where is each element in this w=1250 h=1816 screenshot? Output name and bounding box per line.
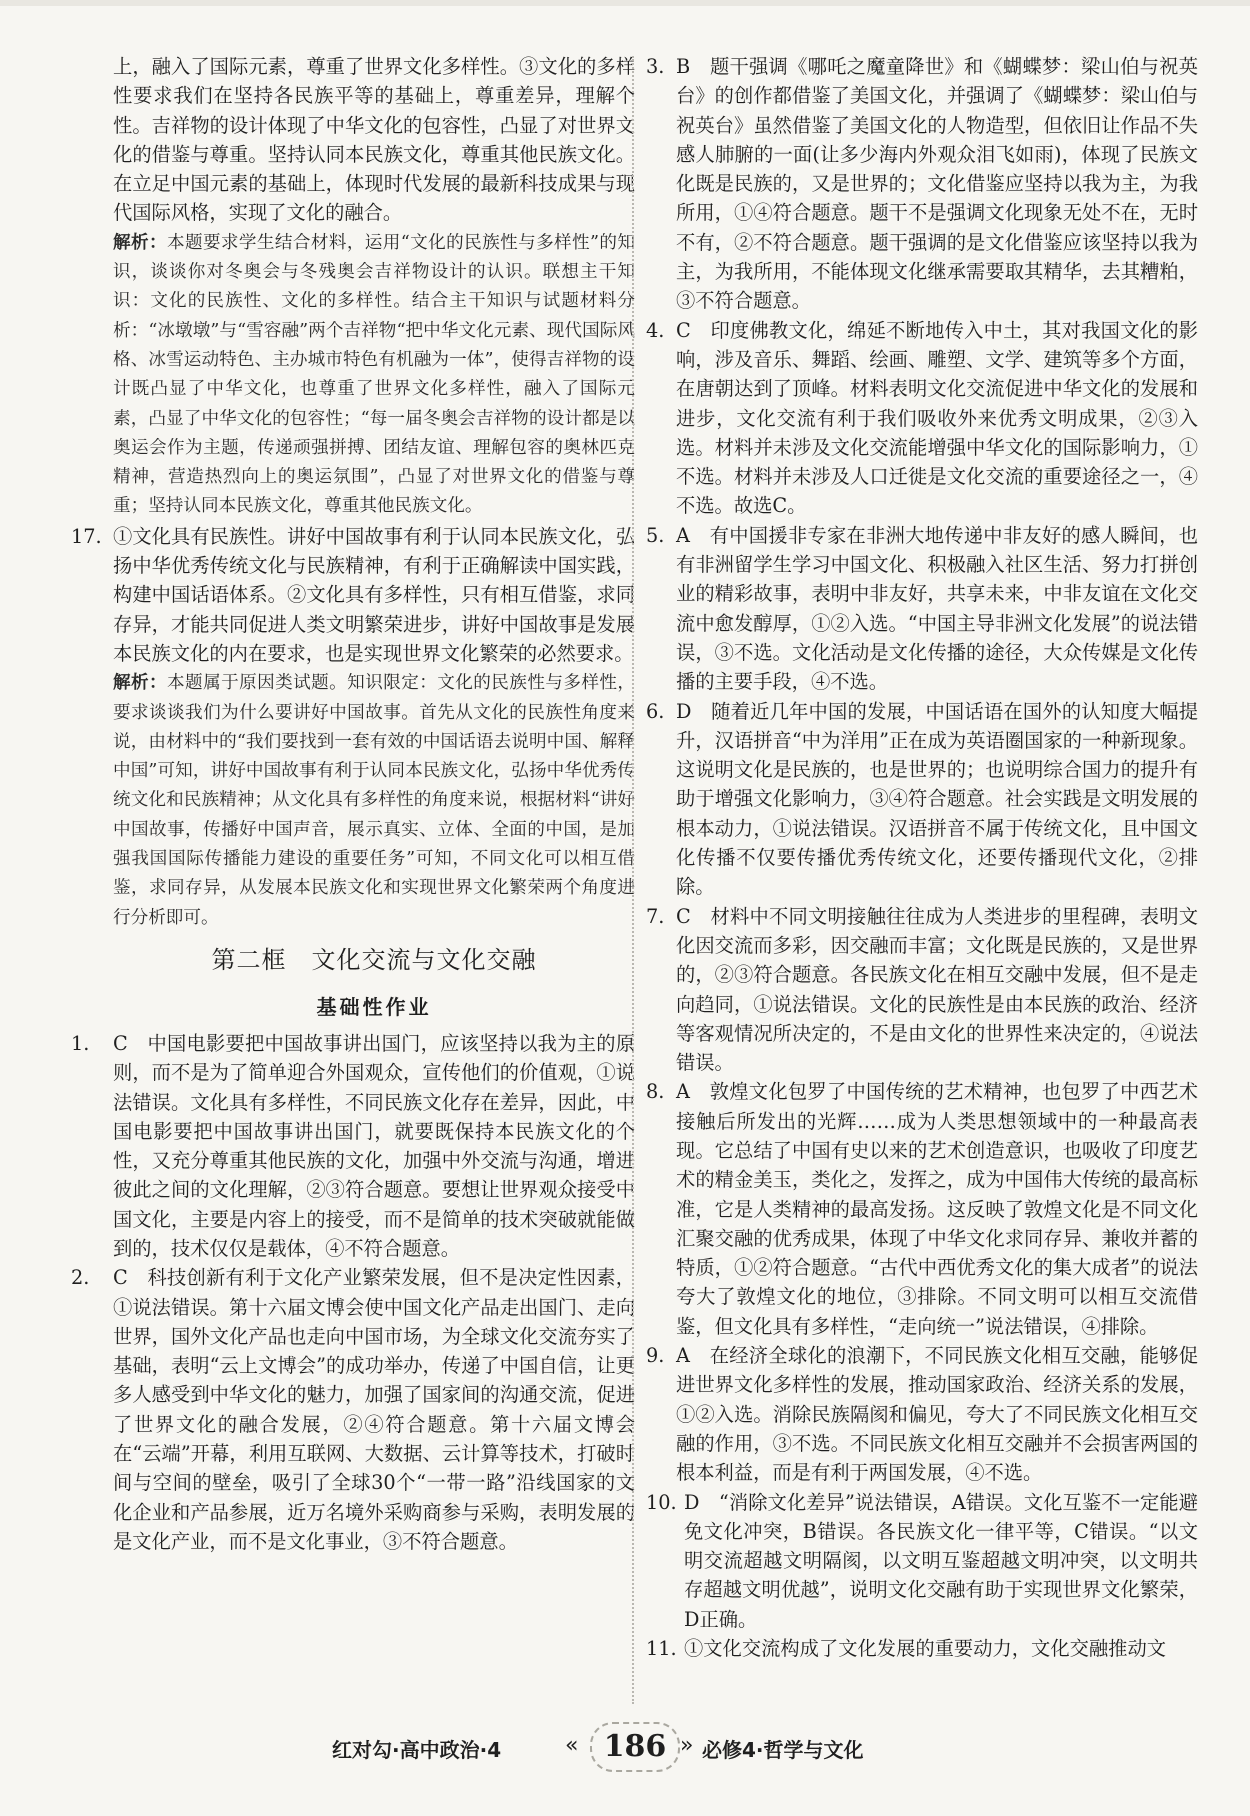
question-number: 5. (646, 523, 665, 547)
answer-4 (646, 316, 1198, 521)
answer-2 (71, 1263, 635, 1556)
left-guillemet: « (565, 1733, 579, 1758)
analysis-16-text: 本题要求学生结合材料，运用“文化的民族性与多样性”的知识，谈谈你对冬奥会与冬残奥会吉祥物设计的认识。联想主干知识：文化的民族性、文化的多样性。结合主干知识与试题材料分析：“冰墩墩”与“雪容融”两个吉祥物“把中华文化元素、现代国际风格、冰雪运动特色、主办城市特色有机融为一体”，使得吉祥物的设计既凸显了中华文化，也尊重了世界文化多样性，融入了国际元素，凸显了中华文化的包容性；“每一届冬奥会吉祥物的设计都是以奥运会作为主题，传递顽强拼搏、团结友谊、理解包容的奥林匹克精神，营造热烈向上的奥运氛围”，凸显了对世界文化的借鉴与尊重；坚持认同本民族文化，尊重其他民族文化。 (113, 232, 635, 517)
answer-11-text: ①文化交流构成了文化发展的重要动力，文化交融推动文 (684, 1637, 1167, 1661)
answer-1-text: C 中国电影要把中国故事讲出国门，应该坚持以我为主的原则，而不是为了简单迎合外国观众，宣传他们的价值观，①说法错误。文化具有多样性，不同民族文化存在差异，因此，中国电影要把中国故事讲出国门，就要既保持本民族文化的个性，又充分尊重其他民族的文化，加强中外交流与沟通，增进彼此之间的文化理解，②③符合题意。要想让世界观众接受中国文化，主要是内容上的接受，而不是简单的技术突破就能做到的，技术仅仅是载体，④不符合题意。 (113, 1031, 635, 1260)
section-title: 第二框 文化交流与文化交融 (211, 945, 537, 974)
book-title: 红对勾·高中政治·4 (332, 1738, 502, 1762)
question-number: 10. (646, 1490, 677, 1514)
answer-7-text: C 材料中不同文明接触往往成为人类进步的里程碑，表明文化因交流而多彩，因交融而丰富；文化既是民族的，又是世界的，②③符合题意。各民族文化在相互交融中发展，但不是走向趋同，①说法错误。文化的民族性是由本民族的政治、经济等客观情况所决定的，不是由文化的世界性来决定的，④说法错误。 (676, 904, 1198, 1075)
sub-title: 基础性作业 (316, 994, 432, 1019)
answer-2-text: C 科技创新有利于文化产业繁荣发展，但不是决定性因素，①说法错误。第十六届文博会使中国文化产品走出国门、走向世界，国外文化产品也走向中国市场，为全球文化交流夯实了基础，表明“云上文博会”的成功举办，传递了中国自信，让更多人感受到中华文化的魅力，加强了国家间的沟通交流，促进了世界文化的融合发展，②④符合题意。第十六届文博会在“云端”开幕，利用互联网、大数据、云计算等技术，打破时间与空间的壁垒，吸引了全球30个“一带一路”沿线国家的文化企业和产品参展，近万名境外采购商参与采购，表明发展的是文化产业，而不是文化事业，③不符合题意。 (113, 1266, 635, 1553)
answer-6 (646, 697, 1198, 902)
analysis-17 (113, 668, 635, 933)
question-number: 1. (71, 1031, 90, 1055)
answer-5-text: A 有中国援非专家在非洲大地传递中非友好的感人瞬间，也有非洲留学生学习中国文化、积极融入社区生活、努力打拼创业的精彩故事，表明中非友好，共享未来，中非友谊在文化交流中愈发醇厚，①②入选。“中国主导非洲文化发展”的说法错误，③不选。文化活动是文化传播的途径，大众传媒是文化传播的主要手段，④不选。 (676, 523, 1198, 694)
question-number: 9. (646, 1344, 665, 1368)
answer-3 (646, 52, 1198, 316)
analysis-label: 解析： (113, 672, 168, 694)
answer-3-text: B 题干强调《哪吒之魔童降世》和《蝴蝶梦：梁山伯与祝英台》的创作都借鉴了美国文化，并强调了《蝴蝶梦：梁山伯与祝英台》虽然借鉴了美国文化的人物造型，但依旧让作品不失感人肺腑的一面(让多少海内外观众泪飞如雨)，体现了民族文化既是民族的，又是世界的；文化借鉴应坚持以我为主，为我所用，①④符合题意。题干不是强调文化现象无处不在，无时不有，②不符合题意。题干强调的是文化借鉴应该坚持以我为主，为我所用，不能体现文化继承需要取其精华，去其糟粕，③不符合题意。 (676, 55, 1198, 313)
left-column (71, 52, 635, 1556)
right-guillemet: » (680, 1733, 694, 1758)
top-edge (0, 0, 1250, 6)
subject-title: 必修4·哲学与文化 (702, 1738, 864, 1762)
question-number: 4. (646, 318, 665, 342)
answer-11 (646, 1634, 1198, 1663)
right-column (646, 52, 1198, 1663)
answer-5 (646, 521, 1198, 697)
question-number: 11. (646, 1637, 677, 1661)
question-number: 3. (646, 55, 665, 78)
question-number: 7. (646, 904, 665, 928)
answer-4-text: C 印度佛教文化，绵延不断地传入中土，其对我国文化的影响，涉及音乐、舞蹈、绘画、雕塑、文学、建筑等多个方面，在唐朝达到了顶峰。材料表明文化交流促进中华文化的发展和进步，文化交流有利于我们吸收外来优秀文明成果，②③入选。材料并未涉及文化交流能增强中华文化的国际影响力，①不选。材料并未涉及人口迁徙是文化交流的重要途径之一，④不选。故选C。 (676, 318, 1198, 518)
question-number: 8. (646, 1080, 665, 1104)
answer-8-text: A 敦煌文化包罗了中国传统的艺术精神，也包罗了中西艺术接触后所发出的光辉……成为人类思想领域中的一种最高表现。它总结了中国有史以来的艺术创造意识，也吸收了印度艺术的精金美玉，类化之，发挥之，成为中国伟大传统的最高标准，它是人类精神的最高发扬。这反映了敦煌文化是不同文化汇聚交融的优秀成果，体现了中华文化求同存异、兼收并蓄的特质，①②符合题意。“古代中西优秀文化的集大成者”的说法夸大了敦煌文化的地位，③排除。不同文明可以相互交流借鉴，但文化具有多样性，“走向统一”说法错误，④排除。 (676, 1080, 1198, 1338)
answer-10 (646, 1488, 1198, 1634)
answer-9-text: A 在经济全球化的浪潮下，不同民族文化相互交融，能够促进世界文化多样性的发展，推动国家政治、经济关系的发展，①②入选。消除民族隔阂和偏见，夸大了不同民族文化相互交融的作用，③不选。不同民族文化相互交融并不会损害两国的根本利益，而是有利于两国发展，④不选。 (676, 1344, 1198, 1485)
question-number: 17. (71, 524, 102, 548)
analysis-label: 解析： (113, 231, 167, 253)
answer-17-text: ①文化具有民族性。讲好中国故事有利于认同本民族文化，弘扬中华优秀传统文化与民族精神，有利于正确解读中国实践，构建中国话语体系。②文化具有多样性，只有相互借鉴，求同存异，才能共同促进人类文明繁荣进步，讲好中国故事是发展本民族文化的内在要求，也是实现世界文化繁荣的必然要求。 (113, 524, 635, 665)
question-number: 2. (71, 1266, 90, 1290)
answer-8 (646, 1077, 1198, 1341)
page-number: 186 (590, 1722, 680, 1772)
answer-9 (646, 1341, 1198, 1487)
answer-10-text: D “消除文化差异”说法错误，A错误。文化互鉴不一定能避免文化冲突，B错误。各民族文化一律平等，C错误。“以文明交流超越文明隔阂，以文明互鉴超越文明冲突，以文明共存超越文明优越”，说明文化交融有助于实现世界文化繁荣，D正确。 (684, 1490, 1198, 1631)
analysis-16 (113, 228, 635, 522)
column-divider (632, 56, 634, 1704)
answer-6-text: D 随着近几年中国的发展，中国话语在国外的认知度大幅提升，汉语拼音“中为洋用”正在成为英语圈国家的一种新现象。这说明文化是民族的，也是世界的；也说明综合国力的提升有助于增强文化影响力，③④符合题意。社会实践是文明发展的根本动力，①说法错误。汉语拼音不属于传统文化，且中国文化传播不仅要传播优秀传统文化，还要传播现代文化，②排除。 (676, 699, 1198, 899)
analysis-17-text: 本题属于原因类试题。知识限定：文化的民族性与多样性，要求谈谈我们为什么要讲好中国故事。首先从文化的民族性角度来说，由材料中的“我们要找到一套有效的中国话语去说明中国、解释中国”可知，讲好中国故事有利于认同本民族文化，弘扬中华优秀传统文化和民族精神；从文化具有多样性的角度来说，根据材料“讲好中国故事，传播好中国声音，展示真实、立体、全面的中国，是加强我国国际传播能力建设的重要任务”可知，不同文化可以相互借鉴，求同存异，从发展本民族文化和实现世界文化繁荣两个角度进行分析即可。 (113, 673, 635, 928)
answer-17 (71, 522, 635, 668)
answer-16-continued: 上，融入了国际元素，尊重了世界文化多样性。③文化的多样性要求我们在坚持各民族平等的基础上，尊重差异，理解个性。吉祥物的设计体现了中华文化的包容性，凸显了对世界文化的借鉴与尊重。坚持认同本民族文化，尊重其他民族文化。在立足中国元素的基础上，体现时代发展的最新科技成果与现代国际风格，实现了文化的融合。 (113, 55, 635, 225)
answer-1 (71, 1029, 635, 1263)
page-footer (0, 1722, 1250, 1772)
question-number: 6. (646, 699, 665, 723)
answer-7 (646, 902, 1198, 1078)
